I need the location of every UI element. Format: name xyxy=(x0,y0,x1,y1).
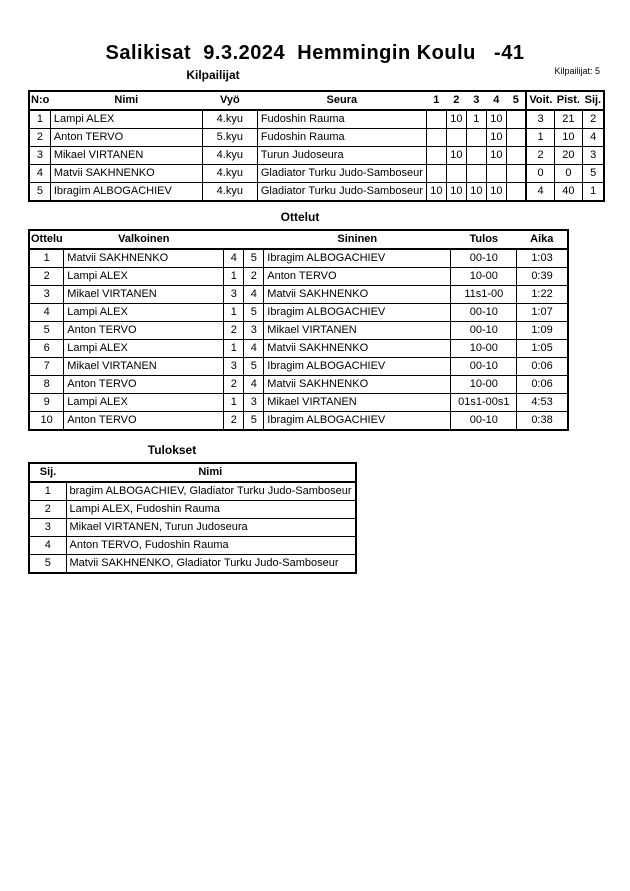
cell-opp-3: 10 xyxy=(466,183,486,202)
cell-time: 0:38 xyxy=(517,412,568,431)
matches-header-row xyxy=(29,230,568,249)
header-club: Seura xyxy=(257,91,426,110)
cell-blue-no: 4 xyxy=(244,376,264,394)
table-row xyxy=(29,304,568,322)
cell-blue-no: 3 xyxy=(244,322,264,340)
cell-belt: 4.kyu xyxy=(202,183,257,202)
cell-white: Lampi ALEX xyxy=(64,394,224,412)
section-title-competitors: Kilpailijat xyxy=(186,68,240,82)
cell-result: 00-10 xyxy=(451,249,517,268)
cell-rank: 1 xyxy=(29,482,66,501)
results-table xyxy=(28,462,357,574)
cell-time: 0:06 xyxy=(517,376,568,394)
cell-blue: Ibragim ALBOGACHIEV xyxy=(264,358,451,376)
cell-name xyxy=(66,555,356,574)
header-points: Pist. xyxy=(554,91,582,110)
cell-white: Lampi ALEX xyxy=(64,268,224,286)
cell-match-no: 9 xyxy=(29,394,64,412)
cell-belt: 4.kyu xyxy=(202,147,257,165)
cell-result: 10-00 xyxy=(451,340,517,358)
cell-match-no: 1 xyxy=(29,249,64,268)
cell-points: 0 xyxy=(554,165,582,183)
cell-rank: 5 xyxy=(582,165,604,183)
cell-white-no: 1 xyxy=(224,268,244,286)
club-overflow-text: Gladiator Turku Judo-Samboseur xyxy=(260,185,423,197)
cell-match-no: 10 xyxy=(29,412,64,431)
cell-match-no: 6 xyxy=(29,340,64,358)
cell-blue: Ibragim ALBOGACHIEV xyxy=(264,249,451,268)
cell-match-no: 4 xyxy=(29,304,64,322)
header-belt: Vyö xyxy=(202,91,257,110)
cell-time: 1:07 xyxy=(517,304,568,322)
cell-white-no: 2 xyxy=(224,376,244,394)
cell-name: Lampi ALEX, Fudoshin Rauma xyxy=(66,501,356,519)
cell-blue: Matvii SAKHNENKO xyxy=(264,340,451,358)
cell-opp-1 xyxy=(426,129,446,147)
cell-opp-4: 10 xyxy=(486,147,506,165)
table-row xyxy=(29,147,604,165)
cell-opp-4: 10 xyxy=(486,183,506,202)
cell-opp-2 xyxy=(446,129,466,147)
cell-name: Mikael VIRTANEN, Turun Judoseura xyxy=(66,519,356,537)
cell-points: 21 xyxy=(554,110,582,129)
cell-white: Mikael VIRTANEN xyxy=(64,358,224,376)
cell-result: 00-10 xyxy=(451,304,517,322)
cell-club xyxy=(257,183,426,202)
cell-opp-3: 1 xyxy=(466,110,486,129)
cell-rank: 4 xyxy=(29,537,66,555)
cell-result: 00-10 xyxy=(451,358,517,376)
header-white-no xyxy=(224,230,244,249)
cell-blue: Mikael VIRTANEN xyxy=(264,322,451,340)
cell-name: Matvii SAKHNENKO xyxy=(50,165,202,183)
header-name: Nimi xyxy=(50,91,202,110)
cell-no: 4 xyxy=(29,165,50,183)
cell-wins: 3 xyxy=(526,110,554,129)
header-result: Tulos xyxy=(451,230,517,249)
header-white: Valkoinen xyxy=(64,230,224,249)
cell-result: 01s1-00s1 xyxy=(451,394,517,412)
cell-wins: 2 xyxy=(526,147,554,165)
header-opp-2: 2 xyxy=(446,91,466,110)
cell-rank: 4 xyxy=(582,129,604,147)
cell-belt: 5.kyu xyxy=(202,129,257,147)
cell-points: 10 xyxy=(554,129,582,147)
table-row xyxy=(29,412,568,431)
cell-white-no: 4 xyxy=(224,249,244,268)
cell-opp-3 xyxy=(466,147,486,165)
table-row xyxy=(29,482,356,501)
cell-opp-2: 10 xyxy=(446,183,466,202)
table-row xyxy=(29,129,604,147)
header-opp-5: 5 xyxy=(506,91,526,110)
cell-white: Anton TERVO xyxy=(64,376,224,394)
cell-white: Mikael VIRTANEN xyxy=(64,286,224,304)
cell-result: 00-10 xyxy=(451,322,517,340)
cell-result: 10-00 xyxy=(451,268,517,286)
cell-blue-no: 5 xyxy=(244,304,264,322)
cell-match-no: 8 xyxy=(29,376,64,394)
cell-name: Ibragim ALBOGACHIEV xyxy=(50,183,202,202)
cell-white: Anton TERVO xyxy=(64,322,224,340)
cell-opp-5 xyxy=(506,183,526,202)
table-row xyxy=(29,165,604,183)
cell-blue-no: 3 xyxy=(244,394,264,412)
cell-wins: 1 xyxy=(526,129,554,147)
header-opp-1: 1 xyxy=(426,91,446,110)
cell-no: 3 xyxy=(29,147,50,165)
cell-white-no: 3 xyxy=(224,358,244,376)
cell-rank: 3 xyxy=(582,147,604,165)
cell-match-no: 5 xyxy=(29,322,64,340)
competitors-table xyxy=(28,90,605,202)
cell-name: Lampi ALEX xyxy=(50,110,202,129)
cell-blue-no: 5 xyxy=(244,412,264,431)
cell-points: 20 xyxy=(554,147,582,165)
cell-name: Anton TERVO, Fudoshin Rauma xyxy=(66,537,356,555)
cell-match-no: 7 xyxy=(29,358,64,376)
cell-name xyxy=(66,482,356,501)
table-row xyxy=(29,537,356,555)
cell-blue: Matvii SAKHNENKO xyxy=(264,376,451,394)
cell-rank: 3 xyxy=(29,519,66,537)
cell-name: Anton TERVO xyxy=(50,129,202,147)
header-blue-no xyxy=(244,230,264,249)
cell-white: Anton TERVO xyxy=(64,412,224,431)
header-blue: Sininen xyxy=(264,230,451,249)
cell-opp-2: 10 xyxy=(446,147,466,165)
competitors-header-row xyxy=(29,91,604,110)
cell-name: Mikael VIRTANEN xyxy=(50,147,202,165)
table-row xyxy=(29,183,604,202)
header-wins: Voit. xyxy=(526,91,554,110)
header-no: N:o xyxy=(29,91,50,110)
cell-white: Lampi ALEX xyxy=(64,340,224,358)
cell-white: Matvii SAKHNENKO xyxy=(64,249,224,268)
cell-opp-4: 10 xyxy=(486,129,506,147)
header-match-no: Ottelu xyxy=(29,230,64,249)
table-row xyxy=(29,286,568,304)
cell-no: 2 xyxy=(29,129,50,147)
cell-rank: 2 xyxy=(582,110,604,129)
cell-opp-5 xyxy=(506,165,526,183)
table-row xyxy=(29,358,568,376)
cell-blue-no: 4 xyxy=(244,286,264,304)
cell-opp-1 xyxy=(426,165,446,183)
cell-opp-3 xyxy=(466,165,486,183)
cell-belt: 4.kyu xyxy=(202,110,257,129)
header-rank: Sij. xyxy=(29,463,66,482)
cell-opp-4: 10 xyxy=(486,110,506,129)
cell-belt: 4.kyu xyxy=(202,165,257,183)
cell-time: 1:05 xyxy=(517,340,568,358)
cell-time: 0:06 xyxy=(517,358,568,376)
cell-white-no: 1 xyxy=(224,304,244,322)
cell-result: 11s1-00 xyxy=(451,286,517,304)
cell-blue-no: 2 xyxy=(244,268,264,286)
cell-time: 1:09 xyxy=(517,322,568,340)
cell-blue: Anton TERVO xyxy=(264,268,451,286)
cell-club: Fudoshin Rauma xyxy=(257,110,426,129)
cell-white-no: 2 xyxy=(224,412,244,431)
header-opp-4: 4 xyxy=(486,91,506,110)
table-row xyxy=(29,555,356,574)
cell-blue-no: 4 xyxy=(244,340,264,358)
table-row xyxy=(29,268,568,286)
page-title: Salikisat 9.3.2024 Hemmingin Koulu -41 xyxy=(105,42,525,64)
cell-wins: 4 xyxy=(526,183,554,202)
cell-opp-1 xyxy=(426,147,446,165)
matches-table xyxy=(28,229,569,431)
header-rank: Sij. xyxy=(582,91,604,110)
table-row xyxy=(29,249,568,268)
cell-time: 1:03 xyxy=(517,249,568,268)
cell-opp-5 xyxy=(506,110,526,129)
cell-wins: 0 xyxy=(526,165,554,183)
cell-opp-5 xyxy=(506,129,526,147)
cell-opp-2 xyxy=(446,165,466,183)
table-row xyxy=(29,322,568,340)
table-row xyxy=(29,110,604,129)
cell-rank: 5 xyxy=(29,555,66,574)
cell-white: Lampi ALEX xyxy=(64,304,224,322)
cell-no: 5 xyxy=(29,183,50,202)
table-row xyxy=(29,376,568,394)
results-header-row xyxy=(29,463,356,482)
cell-white-no: 2 xyxy=(224,322,244,340)
cell-blue-no: 5 xyxy=(244,249,264,268)
cell-white-no: 1 xyxy=(224,394,244,412)
cell-opp-3 xyxy=(466,129,486,147)
table-row xyxy=(29,394,568,412)
cell-club xyxy=(257,165,426,183)
table-row xyxy=(29,340,568,358)
cell-blue-no: 5 xyxy=(244,358,264,376)
cell-time: 1:22 xyxy=(517,286,568,304)
header-time: Aika xyxy=(517,230,568,249)
section-title-matches: Ottelut xyxy=(280,210,320,224)
cell-match-no: 3 xyxy=(29,286,64,304)
result-overflow-text: bragim ALBOGACHIEV, Gladiator Turku Judo-Samboseur xyxy=(69,485,352,497)
cell-rank: 1 xyxy=(582,183,604,202)
cell-opp-5 xyxy=(506,147,526,165)
cell-club: Turun Judoseura xyxy=(257,147,426,165)
cell-opp-1: 10 xyxy=(426,183,446,202)
header-name: Nimi xyxy=(66,463,356,482)
table-row xyxy=(29,519,356,537)
cell-opp-2: 10 xyxy=(446,110,466,129)
cell-match-no: 2 xyxy=(29,268,64,286)
cell-blue: Ibragim ALBOGACHIEV xyxy=(264,412,451,431)
section-title-results: Tulokset xyxy=(147,443,197,457)
cell-result: 10-00 xyxy=(451,376,517,394)
cell-blue: Mikael VIRTANEN xyxy=(264,394,451,412)
cell-blue: Ibragim ALBOGACHIEV xyxy=(264,304,451,322)
club-overflow-text: Gladiator Turku Judo-Samboseur xyxy=(260,167,423,179)
cell-time: 0:39 xyxy=(517,268,568,286)
cell-club: Fudoshin Rauma xyxy=(257,129,426,147)
cell-no: 1 xyxy=(29,110,50,129)
cell-white-no: 1 xyxy=(224,340,244,358)
cell-points: 40 xyxy=(554,183,582,202)
result-overflow-text: Matvii SAKHNENKO, Gladiator Turku Judo-Samboseur xyxy=(69,557,339,569)
cell-result: 00-10 xyxy=(451,412,517,431)
cell-time: 4:53 xyxy=(517,394,568,412)
table-row xyxy=(29,501,356,519)
cell-opp-1 xyxy=(426,110,446,129)
header-opp-3: 3 xyxy=(466,91,486,110)
cell-opp-4 xyxy=(486,165,506,183)
cell-white-no: 3 xyxy=(224,286,244,304)
cell-blue: Matvii SAKHNENKO xyxy=(264,286,451,304)
competitors-count: Kilpailijat: 5 xyxy=(554,66,600,76)
cell-rank: 2 xyxy=(29,501,66,519)
